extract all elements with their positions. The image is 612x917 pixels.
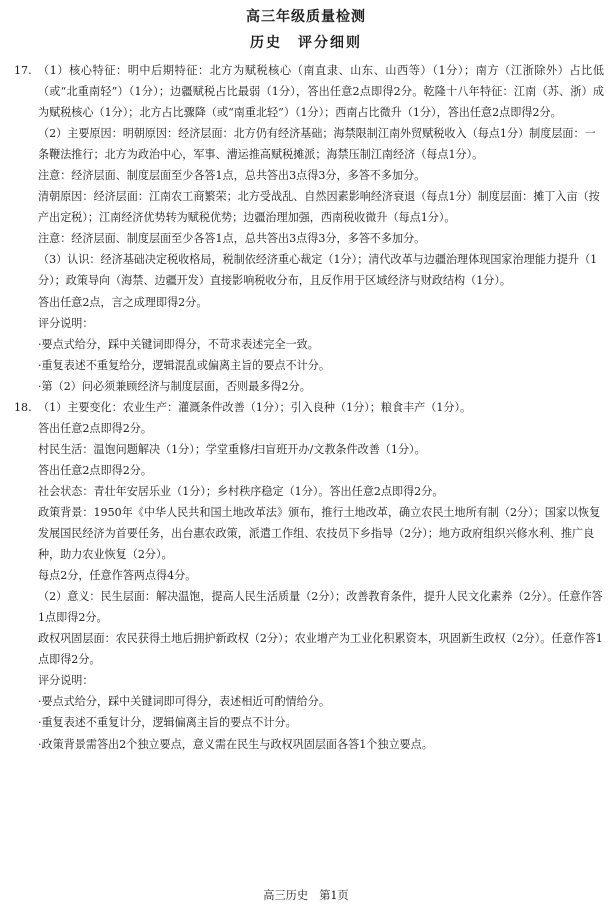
document-body	[14, 60, 604, 755]
document-subtitle: 历史 评分细则	[250, 35, 362, 51]
document-title: 高三年级质量检测	[246, 9, 366, 25]
paragraph: （2）意义：民生层面：解决温饱，提高人民生活质量（2分）；改善教育条件，提升人民文化素养（2分）。任意作答1点即得2分。	[38, 590, 603, 625]
scoring-note-item: ·第（2）问必须兼顾经济与制度层面，否则最多得2分。	[38, 379, 311, 393]
question-18	[14, 397, 604, 418]
scoring-note-item: ·重复表述不重复给分，逻辑混乱或偏离主旨的要点不计分。	[38, 358, 330, 372]
page-footer: 高三历史 第1页	[263, 889, 349, 902]
scoring-note-heading: 评分说明：	[38, 674, 94, 688]
paragraph: 每点2分，任意作答两点得4分。	[38, 569, 197, 583]
paragraph: 注意：经济层面、制度层面至少各答1点，总共答出3点得3分，多答不多加分。	[38, 169, 426, 183]
scoring-note-item: ·要点式给分，踩中关键词即得分，不苛求表述完全一致。	[38, 337, 319, 351]
paragraph: （2）主要原因：明朝原因：经济层面：北方仍有经济基础；海禁限制江南外贸赋税收入（每点1分）制度层面：一条鞭法推行；北方为政治中心，军事、漕运推高赋税摊派；海禁压制江南经济（每点1分）。	[38, 127, 596, 162]
scoring-note-item: ·重复表述不重复计分，逻辑偏离主旨的要点不计分。	[38, 716, 297, 730]
scoring-note-heading: 评分说明：	[38, 316, 94, 330]
question-number: 18.	[14, 400, 32, 414]
paragraph: 政策背景：1950年《中华人民共和国土地改革法》颁布，推行土地改革，确立农民土地所有制（2分）；国家以恢复发展国民经济为首要任务，出台惠农政策，派遣工作组、农技员下乡指导（2分）；地方政府组织兴修水利、推广良种，助力农业恢复（2分）。	[38, 505, 601, 562]
paragraph: 答出任意2点即得2分。	[38, 421, 152, 435]
scoring-note-item: ·要点式给分，踩中关键词即可得分，表述相近可酌情给分。	[38, 695, 330, 709]
question-17	[14, 60, 604, 123]
question-number: 17.	[14, 64, 32, 77]
paragraph: （3）认识：经济基础决定税收格局，税制依经济重心裁定（1分）；清代改革与边疆治理体现国家治理能力提升（1分）；政策导向（海禁、边疆开发）直接影响税收分布，且反作用于区域经济与财政结构（1分）。	[38, 253, 598, 288]
paragraph: 答出任意2点即得2分。	[38, 463, 152, 477]
paragraph: 答出任意2点，言之成理即得2分。	[38, 295, 208, 309]
paragraph: 社会状态：青壮年安居乐业（1分）；乡村秩序稳定（1分）。答出任意2点即得2分。	[38, 484, 444, 498]
paragraph: 清朝原因：经济层面：江南农工商繁荣；北方受战乱、自然因素影响经济衰退（每点1分）制度层面：摊丁入亩（按产出定税）；江南经济优势转为赋税优势；边疆治理加强，西南税收微升（每点1分）。	[38, 190, 600, 225]
question-text: （1）主要变化：农业生产：灌溉条件改善（1分）；引入良种（1分）；粮食丰产（1分）。	[38, 400, 472, 414]
question-text: （1）核心特征：明中后期特征：北方为赋税核心（南直隶、山东、山西等）（1分）；南方（江浙除外）占比低（或“北重南轻”）（1分）；边疆赋税占比最弱（1分），答出任意2点即得2分。乾隆十八年特征：江南（苏、浙）成为赋税核心（1分）；北方占比骤降（或“南重北轻”）（1分）；西南占比微升（1分），答出任意2点即得2分。	[38, 64, 604, 120]
paragraph: 政权巩固层面：农民获得土地后拥护新政权（2分）；农业增产为工业化积累资本，巩固新生政权（2分）。任意作答1点即得2分。	[38, 632, 603, 667]
paragraph: 村民生活：温饱问题解决（1分）；学堂重修/扫盲班开办/文教条件改善（1分）。	[38, 442, 426, 456]
scoring-note-item: ·政策背景需答出2个独立要点，意义需在民生与政权巩固层面各答1个独立要点。	[38, 737, 433, 751]
paragraph: 注意：经济层面、制度层面至少各答1点，总共答出3点得3分，多答不多加分。	[38, 232, 426, 246]
